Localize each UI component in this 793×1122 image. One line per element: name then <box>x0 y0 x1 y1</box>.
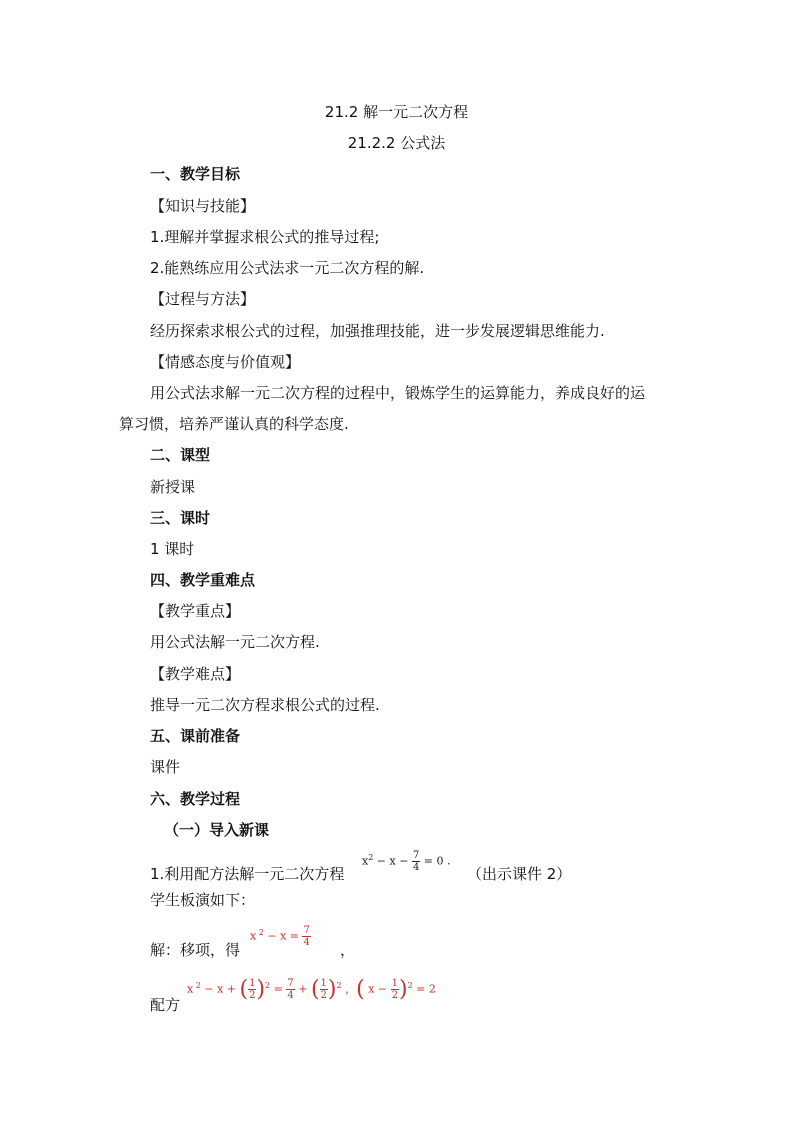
label-emotion: 【情感态度与价值观】 <box>150 353 301 371</box>
label-difficulty: 【教学难点】 <box>150 665 241 683</box>
section-heading-course-type: 二、课型 <box>150 446 211 464</box>
difficulty-text: 推导一元二次方程求根公式的过程. <box>150 696 380 714</box>
equation-moved: x $^2$ − x = $\frac{7}{4}$ <box>250 925 310 948</box>
solution-comma: ， <box>340 941 356 959</box>
complete-square-label: 配方 <box>150 996 181 1014</box>
section-heading-preparation: 五、课前准备 <box>150 727 241 745</box>
section-heading-objectives: 一、教学目标 <box>150 165 241 183</box>
equation-question-1: $x^2 - x$ − $\frac{7}{4}$ = 0 . <box>362 850 451 873</box>
equation-complete-square: x $^2$ − x + ( $\frac{1}{2}$ )$^2$ = $\frac{7}{4}$ + ( $\frac{1}{2}$ )$^2$ ，( x − $\frac{1}{2}$ )$^2$ = 2 <box>187 977 436 1002</box>
solution-move-text: 解：移项，得 <box>150 941 241 959</box>
subsection-intro: （一）导入新课 <box>164 821 270 839</box>
period-text: 1 课时 <box>150 540 195 558</box>
key-text: 用公式法解一元二次方程. <box>150 633 320 651</box>
doc-subtitle: 21.2.2 公式法 <box>347 134 446 152</box>
section-heading-period: 三、课时 <box>150 509 211 527</box>
section-heading-process: 六、教学过程 <box>150 790 241 808</box>
course-type-text: 新授课 <box>150 478 196 496</box>
emotion-text-line-1: 用公式法求解一元二次方程的过程中，锻炼学生的运算能力，养成良好的运 <box>150 384 646 402</box>
knowledge-item-1: 1.理解并掌握求根公式的推导过程; <box>150 228 380 246</box>
label-knowledge: 【知识与技能】 <box>150 197 256 215</box>
doc-title: 21.2 解一元二次方程 <box>324 103 469 121</box>
section-heading-key-points: 四、教学重难点 <box>150 571 256 589</box>
label-process: 【过程与方法】 <box>150 290 256 308</box>
question-1-courseware-note: （出示课件 2） <box>467 865 572 883</box>
question-1-text: 1.利用配方法解一元二次方程 <box>150 865 345 883</box>
emotion-text-line-2: 算习惯，培养严谨认真的科学态度. <box>119 415 349 433</box>
knowledge-item-2: 2.能熟练应用公式法求一元二次方程的解. <box>150 259 425 277</box>
board-intro-text: 学生板演如下： <box>150 891 256 909</box>
preparation-text: 课件 <box>150 758 181 776</box>
label-key: 【教学重点】 <box>150 602 241 620</box>
process-text: 经历探索求根公式的过程，加强推理技能，进一步发展逻辑思维能力. <box>150 322 605 340</box>
